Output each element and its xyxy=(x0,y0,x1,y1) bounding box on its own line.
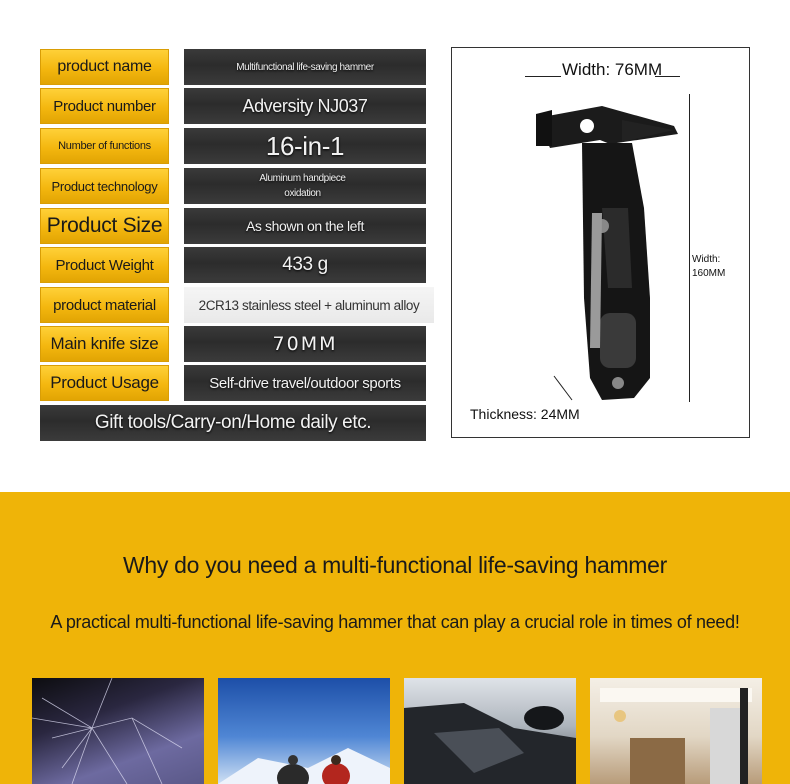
motorcycle-photo xyxy=(404,678,576,784)
spec-label-number-of-functions: Number of functions xyxy=(40,128,169,164)
cracked-glass-icon xyxy=(32,678,204,784)
spec-label-product-weight: Product Weight xyxy=(40,247,169,283)
spec-label-product-material: product material xyxy=(40,287,169,323)
spec-label-product-size: Product Size xyxy=(40,208,169,244)
spec-label-product-usage: Product Usage xyxy=(40,365,169,401)
spec-value-product-name: Multifunctional life-saving hammer xyxy=(184,49,426,85)
spec-value-product-weight: 433 g xyxy=(184,247,426,283)
spec-label-product-number: Product number xyxy=(40,88,169,124)
hikers-icon xyxy=(218,678,390,784)
home-interior-photo xyxy=(590,678,762,784)
spec-value-product-material: 2CR13 stainless steel + aluminum alloy xyxy=(184,287,434,323)
width-label: Width: 76MM xyxy=(562,60,663,79)
spec-label-product-name: product name xyxy=(40,49,169,85)
why-banner xyxy=(0,492,790,784)
banner-heading: Why do you need a multi-functional life-saving hammer xyxy=(122,552,668,578)
spec-label-product-technology: Product technology xyxy=(40,168,169,204)
spec-value-product-usage: Self-drive travel/outdoor sports xyxy=(184,365,426,401)
banner-subheading: A practical multi-functional life-saving hammer that can play a crucial role in times of need! xyxy=(50,612,740,632)
spec-value-main-knife-size: 70MM xyxy=(184,326,426,362)
motorcycle-icon xyxy=(404,678,576,784)
spec-value-number-of-functions: 16-in-1 xyxy=(184,128,426,164)
hikers-on-snowy-mountain-photo xyxy=(218,678,390,784)
spec-value-product-technology: Aluminum handpiece oxidation xyxy=(184,168,426,204)
spec-label-main-knife-size: Main knife size xyxy=(40,326,169,362)
multitool-hammer-icon xyxy=(452,48,749,437)
broken-car-window-photo xyxy=(32,678,204,784)
dimension-diagram xyxy=(451,47,750,438)
thickness-label: Thickness: 24MM xyxy=(470,406,580,422)
room-interior-icon xyxy=(590,678,762,784)
height-label-line1: Width: xyxy=(692,254,721,265)
height-label-line2: 160MM xyxy=(692,268,726,279)
spec-footer-usage: Gift tools/Carry-on/Home daily etc. xyxy=(40,405,426,441)
spec-value-product-number: Adversity NJ037 xyxy=(184,88,426,124)
spec-value-product-size: As shown on the left xyxy=(184,208,426,244)
